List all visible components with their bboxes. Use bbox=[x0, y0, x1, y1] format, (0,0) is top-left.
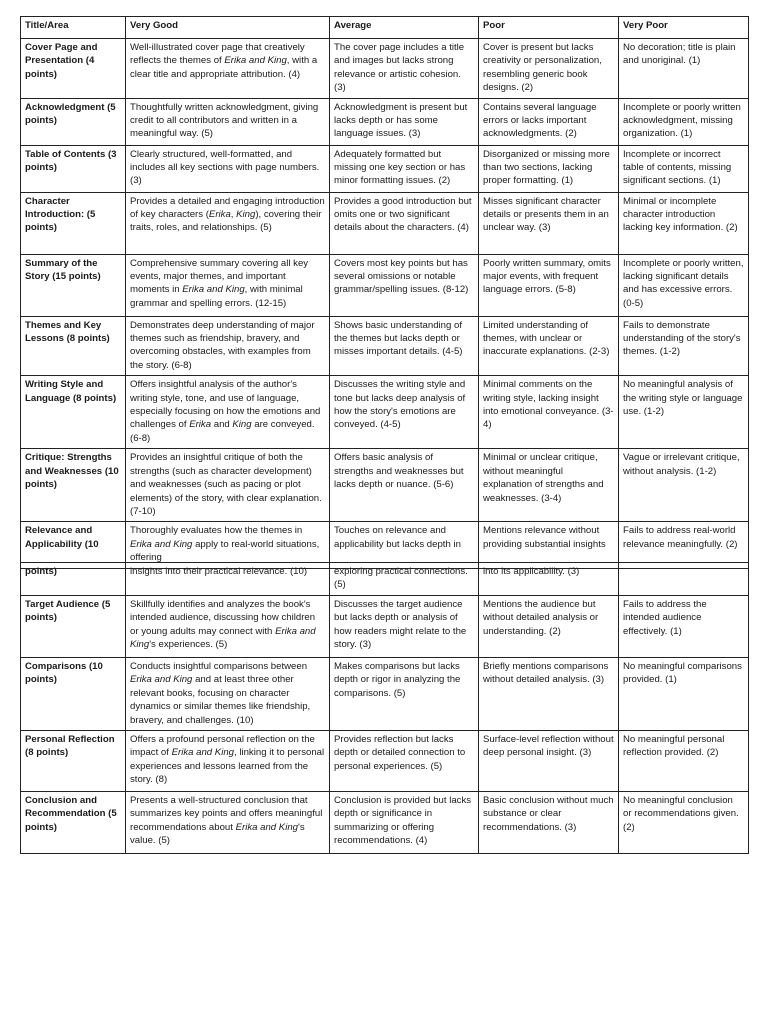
rating-poor-cell bbox=[479, 39, 619, 99]
rubric-row bbox=[21, 145, 749, 192]
rating-average-cell bbox=[330, 731, 479, 792]
cell-text: into its applicability. (3) bbox=[483, 566, 580, 577]
cell-text: Comprehensive summary covering all key events, major themes, and important moments in bbox=[130, 257, 309, 296]
criterion-cell: Personal Reflection (8 points) bbox=[21, 731, 126, 792]
rating-poor-cell bbox=[479, 376, 619, 449]
rating-average-cell bbox=[330, 39, 479, 99]
cell-text: Mentions relevance without providing substantial insights bbox=[483, 525, 606, 550]
cell-text: Adequately formatted but missing one key section or has minor formatting issues. (2) bbox=[334, 148, 466, 187]
cell-text: Limited understanding of themes, with unclear or inaccurate explanations. (2-3) bbox=[483, 319, 610, 358]
criterion-cell: Acknowledgment (5 points) bbox=[21, 98, 126, 145]
header-average: Average bbox=[330, 17, 479, 39]
cell-text: No meaningful comparisons provided. (1) bbox=[623, 661, 742, 686]
rating-average-cell bbox=[330, 98, 479, 145]
cell-text: 's value. (5) bbox=[130, 821, 305, 847]
rating-poor-cell bbox=[479, 563, 619, 596]
cell-text: No meaningful conclusion or recommendations given. (2) bbox=[623, 795, 739, 833]
rating-poor-cell bbox=[479, 658, 619, 731]
cell-text: and bbox=[211, 419, 233, 431]
cell-text: Minimal or incomplete character introduction lacking key information. (2) bbox=[623, 195, 738, 234]
rating-very-good-cell bbox=[126, 98, 330, 145]
cell-text: Discusses the target audience but lacks depth or analysis of how readers might relate to the story. (3) bbox=[334, 599, 467, 651]
criterion-cell: Relevance and Applicability (10 bbox=[21, 522, 126, 568]
rating-average-cell bbox=[330, 563, 479, 596]
cell-text: , with a clear title and appropriate attribution. (4) bbox=[130, 55, 318, 80]
cell-text: No meaningful analysis of the writing style or language use. (1-2) bbox=[623, 379, 743, 418]
rating-average-cell bbox=[330, 192, 479, 254]
rating-average-cell bbox=[330, 449, 479, 522]
cell-text: Demonstrates deep understanding of major themes such as friendship, bravery, and overcoming obstacles, with examples from the story. (6-8) bbox=[130, 319, 315, 371]
cell-text: Basic conclusion without much substance or clear recommendations. (3) bbox=[483, 795, 614, 833]
cell-text: Erika and King bbox=[224, 55, 287, 67]
criterion-cell: Writing Style and Language (8 points) bbox=[21, 376, 126, 449]
cell-text: Presents a well-structured conclusion that summarizes key points and offers meaningful recommendations about bbox=[130, 795, 323, 833]
criterion-cell: Table of Contents (3 points) bbox=[21, 145, 126, 192]
rating-very-good-cell bbox=[126, 731, 330, 792]
cell-text: Erika and King bbox=[171, 747, 234, 759]
rubric-row bbox=[21, 449, 749, 522]
rating-poor-cell bbox=[479, 254, 619, 316]
cell-text: Makes comparisons but lacks depth or rigor in analyzing the comparisons. (5) bbox=[334, 661, 461, 699]
rating-very-good-cell bbox=[126, 596, 330, 658]
cell-text: apply to real-world situations, offering bbox=[130, 538, 320, 564]
rating-very-poor-cell bbox=[619, 563, 749, 596]
cell-text: Minimal or unclear critique, without meaningful explanation of strengths and weaknesses. (3-4) bbox=[483, 452, 604, 504]
cell-text: insights into their practical relevance. (10) bbox=[130, 566, 308, 577]
cell-text: Briefly mentions comparisons without detailed analysis. (3) bbox=[483, 661, 609, 686]
criterion-cell: Summary of the Story (15 points) bbox=[21, 254, 126, 316]
cell-text: Poorly written summary, omits major events, with frequent language errors. (5-8) bbox=[483, 257, 611, 296]
rating-very-good-cell bbox=[126, 39, 330, 99]
header-poor: Poor bbox=[479, 17, 619, 39]
rubric-row bbox=[21, 731, 749, 792]
cell-text: Acknowledgment is present but lacks depth or has some language issues. (3) bbox=[334, 101, 468, 140]
rating-poor-cell bbox=[479, 596, 619, 658]
cell-text: Minimal comments on the writing style, lacking insight into emotional conveyance. (3-4) bbox=[483, 379, 614, 431]
rating-very-poor-cell bbox=[619, 98, 749, 145]
criterion-cell: Character Introduction: (5 points) bbox=[21, 192, 126, 254]
cell-text: King bbox=[232, 419, 252, 431]
rating-very-poor-cell bbox=[619, 596, 749, 658]
cell-text: The cover page includes a title and images but lacks strong relevance or artistic cohesion. (3) bbox=[334, 42, 465, 94]
cell-text: Fails to address real-world relevance meaningfully. (2) bbox=[623, 525, 738, 550]
cell-text: Clearly structured, well-formatted, and includes all key sections with page numbers. (3) bbox=[130, 148, 320, 187]
cell-text: ), covering their traits, roles, and relationships. (5) bbox=[130, 209, 322, 234]
cell-text: Well-illustrated cover page that creatively reflects the themes of bbox=[130, 42, 305, 67]
cell-text: , linking it to personal experiences and lessons learned from the story. (8) bbox=[130, 747, 325, 786]
cell-text: Touches on relevance and applicability but lacks depth in bbox=[334, 525, 461, 550]
cell-text: Incomplete or poorly written acknowledgment, missing organization. (1) bbox=[623, 101, 741, 140]
cell-text: Erika and King bbox=[130, 674, 193, 686]
rating-poor-cell bbox=[479, 316, 619, 376]
cell-text: Contains several language errors or lacks important acknowledgments. (2) bbox=[483, 101, 597, 140]
cell-text: Skillfully identifies and analyzes the book's intended audience, discussing how children or young adults may connect with bbox=[130, 599, 316, 637]
cell-text: No decoration; title is plain and unoriginal. (1) bbox=[623, 42, 736, 67]
rubric-table-part-1 bbox=[20, 16, 749, 569]
cell-text: Surface-level reflection without deep personal insight. (3) bbox=[483, 734, 614, 759]
cell-text: Erika and King bbox=[182, 284, 245, 296]
cell-text: King bbox=[236, 209, 256, 221]
rating-very-good-cell bbox=[126, 145, 330, 192]
criterion-cell: Cover Page and Presentation (4 points) bbox=[21, 39, 126, 99]
cell-text: Incomplete or incorrect table of contents, missing significant sections. (1) bbox=[623, 148, 732, 187]
cell-text: Fails to demonstrate understanding of the story's themes. (1-2) bbox=[623, 319, 741, 358]
cell-text: , bbox=[230, 209, 237, 221]
rating-poor-cell bbox=[479, 145, 619, 192]
rating-very-poor-cell bbox=[619, 376, 749, 449]
cell-text: Erika and King bbox=[235, 821, 298, 833]
criterion-cell: Conclusion and Recommendation (5 points) bbox=[21, 792, 126, 854]
cell-text: Misses significant character details or presents them in an unclear way. (3) bbox=[483, 195, 609, 234]
rating-very-poor-cell bbox=[619, 145, 749, 192]
rating-very-poor-cell bbox=[619, 316, 749, 376]
rating-very-poor-cell bbox=[619, 658, 749, 731]
rating-very-good-cell bbox=[126, 449, 330, 522]
criterion-cell: Comparisons (10 points) bbox=[21, 658, 126, 731]
rubric-row bbox=[21, 39, 749, 99]
rubric-body-part-1 bbox=[21, 39, 749, 569]
rating-very-poor-cell bbox=[619, 192, 749, 254]
rating-poor-cell bbox=[479, 792, 619, 854]
criterion-cell: Themes and Key Lessons (8 points) bbox=[21, 316, 126, 376]
cell-text: Erika bbox=[189, 419, 212, 431]
rating-very-good-cell bbox=[126, 316, 330, 376]
criterion-cell: Critique: Strengths and Weaknesses (10 points) bbox=[21, 449, 126, 522]
rubric-row bbox=[21, 563, 749, 596]
cell-text: Erika and King bbox=[130, 625, 316, 651]
criterion-cell: Target Audience (5 points) bbox=[21, 596, 126, 658]
cell-text: Thoughtfully written acknowledgment, giving credit to all contributors and written in a meaningful way. (5) bbox=[130, 101, 319, 140]
rubric-row bbox=[21, 792, 749, 854]
header-row bbox=[21, 17, 749, 39]
cell-text: Offers insightful analysis of the author's writing style, tone, and use of language, especially focusing on how the emotions and challenges of bbox=[130, 379, 321, 431]
rating-very-poor-cell bbox=[619, 731, 749, 792]
cell-text: Vague or irrelevant critique, without analysis. (1-2) bbox=[623, 452, 740, 477]
criterion-cell: points) bbox=[21, 563, 126, 596]
cell-text: Mentions the audience but without detailed analysis or understanding. (2) bbox=[483, 599, 599, 637]
rubric-row bbox=[21, 658, 749, 731]
rating-average-cell bbox=[330, 596, 479, 658]
cell-text: Erika bbox=[208, 209, 231, 221]
cell-text: Fails to address the intended audience effectively. (1) bbox=[623, 599, 707, 637]
rating-very-good-cell bbox=[126, 376, 330, 449]
rating-very-good-cell bbox=[126, 563, 330, 596]
cell-text: , with minimal grammar and spelling errors. (12-15) bbox=[130, 284, 303, 309]
rating-very-poor-cell bbox=[619, 449, 749, 522]
cell-text: Shows basic understanding of the themes but lacks depth or misses important details. (4-5) bbox=[334, 319, 463, 358]
cell-text: Provides a detailed and engaging introduction of key characters ( bbox=[130, 195, 325, 221]
rubric-table-part-2 bbox=[20, 562, 749, 854]
rating-very-good-cell bbox=[126, 792, 330, 854]
cell-text: Offers a profound personal reflection on the impact of bbox=[130, 734, 315, 759]
cell-text: Offers basic analysis of strengths and weaknesses but lacks depth or nuance. (5-6) bbox=[334, 452, 464, 491]
cell-text: and at least three other relevant books, focusing on character dynamics or similar themes like friendship, bravery, and challenges. (10) bbox=[130, 674, 311, 726]
rubric-row bbox=[21, 316, 749, 376]
cell-text: Thoroughly evaluates how the themes in bbox=[130, 525, 303, 537]
rating-very-poor-cell bbox=[619, 39, 749, 99]
cell-text: No meaningful personal reflection provided. (2) bbox=[623, 734, 725, 759]
cell-text: Provides a good introduction but omits one or two significant details about the characters. (4) bbox=[334, 195, 472, 234]
cell-text: exploring practical connections. (5) bbox=[334, 566, 468, 591]
rating-poor-cell bbox=[479, 98, 619, 145]
rating-very-poor-cell bbox=[619, 792, 749, 854]
cell-text: Incomplete or poorly written, lacking significant details and has excessive errors. (0-5) bbox=[623, 257, 744, 309]
rating-average-cell bbox=[330, 792, 479, 854]
rubric-row bbox=[21, 596, 749, 658]
cell-text: Discusses the writing style and tone but lacks deep analysis of how the story's emotions are conveyed. (4-5) bbox=[334, 379, 466, 431]
cell-text: Provides an insightful critique of both the strengths (such as character development) and weaknesses (such as pacing or plot elements) of the story, with clear explanation. (7-10) bbox=[130, 452, 322, 517]
rating-poor-cell bbox=[479, 731, 619, 792]
cell-text: Conducts insightful comparisons between bbox=[130, 661, 308, 672]
rating-poor-cell bbox=[479, 192, 619, 254]
rating-average-cell bbox=[330, 254, 479, 316]
header-very-poor: Very Poor bbox=[619, 17, 749, 39]
rubric-row bbox=[21, 98, 749, 145]
cell-text: Cover is present but lacks creativity or personalization, resembling generic book designs. (2) bbox=[483, 42, 602, 94]
cell-text: Conclusion is provided but lacks depth or significance in summarizing or offering recommendations. (4) bbox=[334, 795, 472, 847]
cell-text: Provides reflection but lacks depth or detailed connection to personal experiences. (5) bbox=[334, 734, 466, 772]
header-very-good: Very Good bbox=[126, 17, 330, 39]
rating-very-good-cell bbox=[126, 254, 330, 316]
rubric-body-part-2 bbox=[21, 563, 749, 854]
rating-average-cell bbox=[330, 376, 479, 449]
cell-text: Disorganized or missing more than two sections, lacking proper formatting. (1) bbox=[483, 148, 610, 187]
rating-very-good-cell bbox=[126, 192, 330, 254]
rating-average-cell bbox=[330, 316, 479, 376]
rating-average-cell bbox=[330, 658, 479, 731]
rating-poor-cell bbox=[479, 449, 619, 522]
cell-text: Erika and King bbox=[130, 538, 193, 550]
cell-text: are conveyed. (6-8) bbox=[130, 419, 315, 444]
header-title-area: Title/Area bbox=[21, 17, 126, 39]
cell-text: Covers most key points but has several omissions or notable grammar/spelling issues. (8-12) bbox=[334, 257, 469, 296]
rubric-row bbox=[21, 254, 749, 316]
rating-average-cell bbox=[330, 145, 479, 192]
rating-very-good-cell bbox=[126, 658, 330, 731]
rubric-row bbox=[21, 376, 749, 449]
rubric-row bbox=[21, 192, 749, 254]
rating-very-poor-cell bbox=[619, 254, 749, 316]
cell-text: 's experiences. (5) bbox=[149, 639, 228, 651]
